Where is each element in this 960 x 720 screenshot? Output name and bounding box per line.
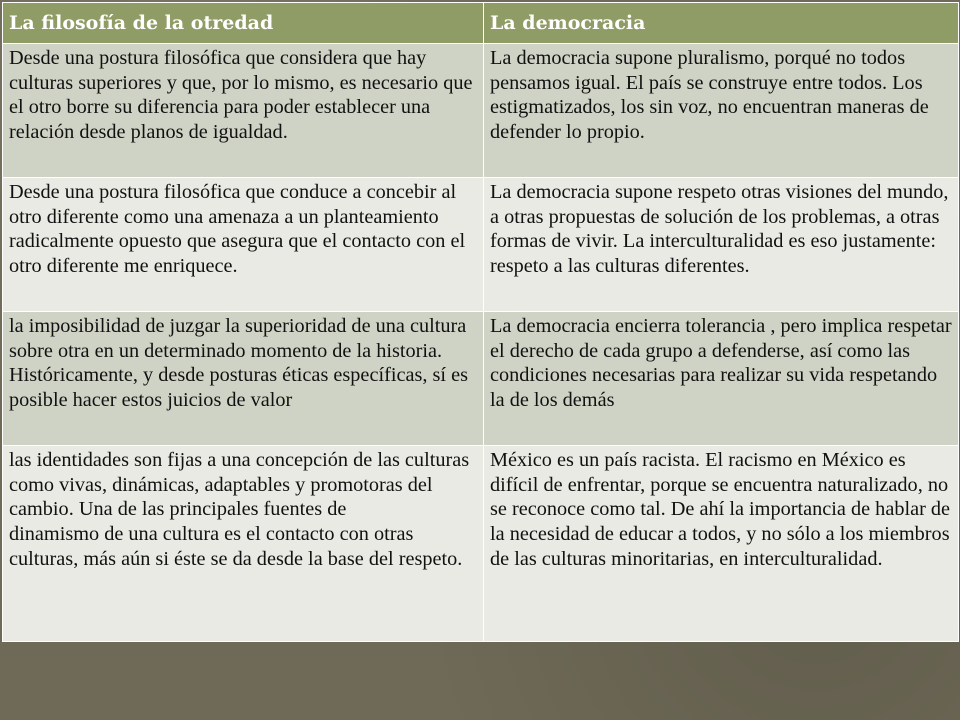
table-cell-otredad: la imposibilidad de juzgar la superioridad de una cultura sobre otra en un determinado momento de la historia. Históricamente, y desde posturas éticas específicas, sí es posible hacer estos juicios de valor	[3, 312, 484, 446]
table-cell-democracia: La democracia encierra tolerancia , pero implica respetar el derecho de cada grupo a defenderse, así como las condiciones necesarias para realizar su vida respetando la de los demás	[484, 312, 959, 446]
table-row	[3, 446, 959, 642]
table-cell-otredad: Desde una postura filosófica que conduce a concebir al otro diferente como una amenaza a un planteamiento radicalmente opuesto que asegura que el contacto con el otro diferente me enriquece.	[3, 178, 484, 312]
table-row	[3, 44, 959, 178]
table-cell-otredad: las identidades son fijas a una concepción de las culturas como vivas, dinámicas, adaptables y promotoras del cambio. Una de las principales fuentes de dinamismo de una cultura es el contacto con otras culturas, más aún si éste se da desde la base del respeto.	[3, 446, 484, 642]
table-row	[3, 178, 959, 312]
comparison-table	[2, 2, 959, 642]
table-cell-otredad: Desde una postura filosófica que considera que hay culturas superiores y que, por lo mismo, es necesario que el otro borre su diferencia para poder establecer una relación desde planos de igualdad.	[3, 44, 484, 178]
table-cell-democracia: La democracia supone pluralismo, porqué no todos pensamos igual. El país se construye entre todos. Los estigmatizados, los sin voz, no encuentran maneras de defender lo propio.	[484, 44, 959, 178]
table-row	[3, 312, 959, 446]
column-header-democracia: La democracia	[484, 3, 959, 44]
column-header-otredad: La filosofía de la otredad	[3, 3, 484, 44]
table-cell-democracia: La democracia supone respeto otras visiones del mundo, a otras propuestas de solución de los problemas, a otras formas de vivir. La interculturalidad es eso justamente: respeto a las culturas diferentes.	[484, 178, 959, 312]
table-cell-democracia: México es un país racista. El racismo en México es difícil de enfrentar, porque se encuentra naturalizado, no se reconoce como tal. De ahí la importancia de hablar de la necesidad de educar a todos, y no sólo a los miembros de las culturas minoritarias, en interculturalidad.	[484, 446, 959, 642]
table-header-row	[3, 3, 959, 44]
